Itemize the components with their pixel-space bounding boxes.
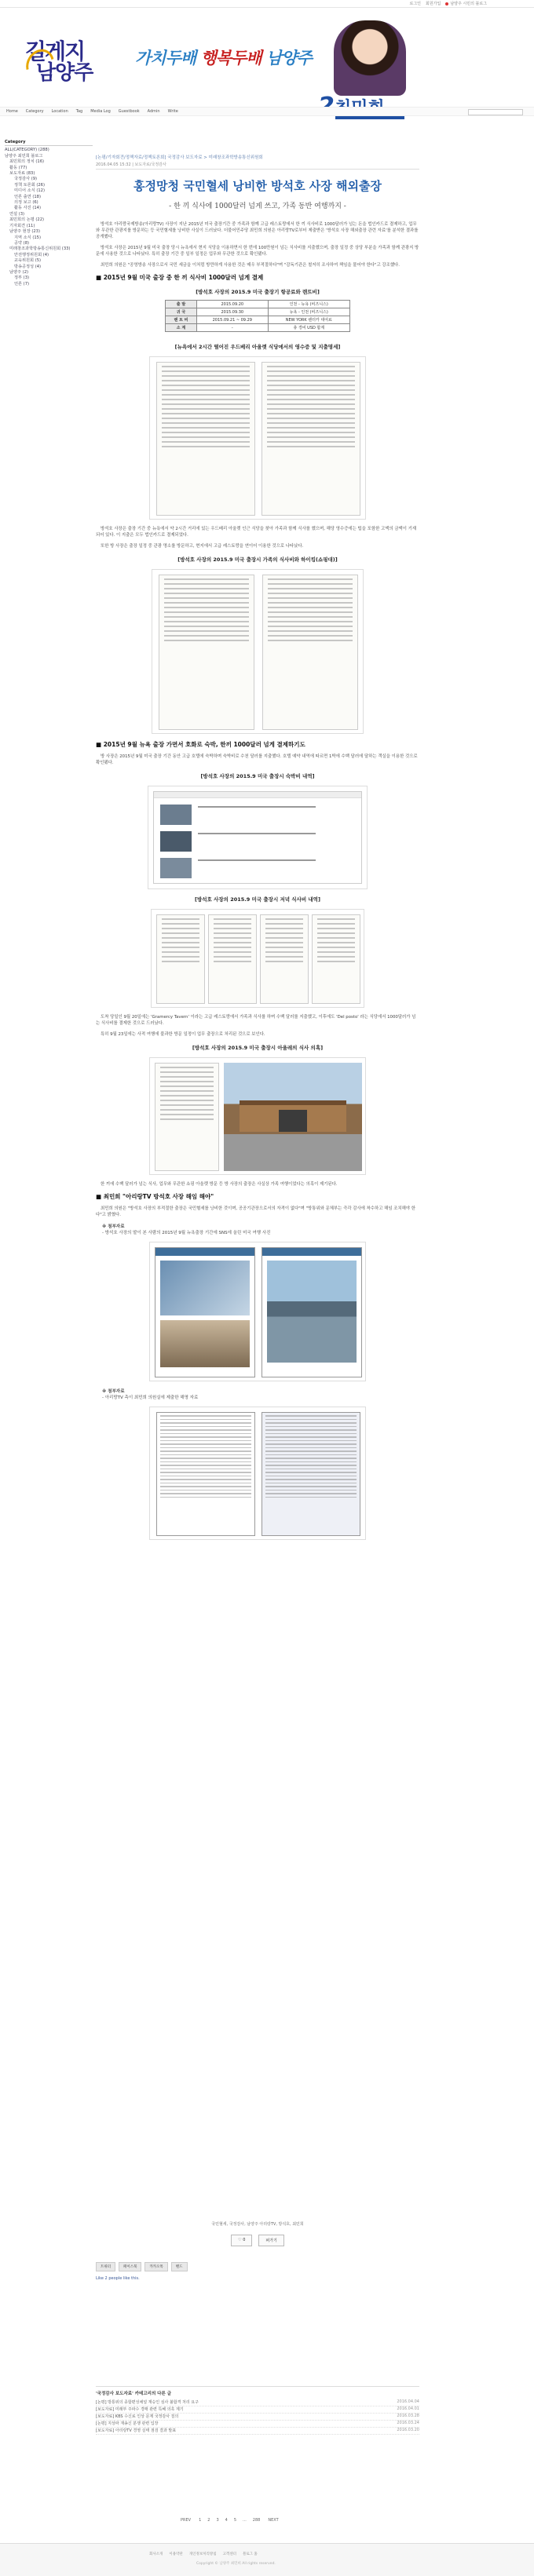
logo-line2: 남양주 — [36, 61, 93, 85]
related-post-item[interactable] — [96, 2399, 419, 2406]
related-post-item[interactable] — [96, 2414, 419, 2421]
page-number[interactable]: 3 — [216, 2518, 219, 2523]
sidebar-category-item[interactable]: ALL(CATEGORY) (288) — [5, 148, 49, 153]
table-cell: - — [197, 324, 269, 332]
sidebar-category-item[interactable]: 언론 (7) — [14, 281, 30, 286]
figure-caption: [뉴욕에서 2시간 떨어진 우드베리 아울렛 식당에서의 영수증 및 지출명세] — [174, 344, 341, 350]
site-footer — [0, 2543, 534, 2576]
related-post-title: [보도자료] 아리랑TV 경영 실태 점검 결과 발표 — [96, 2428, 177, 2433]
candidate-photo — [334, 20, 406, 96]
table-cell: 2015.09.21 ~ 09.29 — [197, 316, 269, 324]
page-number[interactable]: ... — [243, 2518, 247, 2523]
section-heading: ■ 2015년 9월 미국 출장 중 한 끼 식사비 1000달러 넘게 결제 — [96, 274, 264, 281]
heart-icon: ♡ — [238, 2238, 242, 2242]
table-row — [166, 324, 350, 332]
dinner-receipts-image — [151, 909, 364, 1008]
figure-caption: [방석호 사장의 2015.9 미국 출장시 아울레의 식사 의혹] — [192, 1045, 324, 1051]
blog-link-label: 남양주 시민의 블로그 — [450, 2, 487, 6]
table-cell: 출 발 — [166, 301, 197, 308]
post-subtitle: - 한 끼 식사에 1000달러 넘게 쓰고, 가족 동반 여행까지 - — [169, 203, 346, 210]
sns-screenshot — [262, 1247, 362, 1377]
login-link[interactable]: 로그인 — [409, 2, 422, 6]
sidebar-category-item[interactable]: 기자회견 (11) — [9, 223, 35, 228]
sidebar-category-item[interactable]: 공약 (8) — [14, 240, 30, 246]
sns-share-buttons — [96, 2262, 419, 2271]
page-number[interactable]: 5 — [233, 2518, 237, 2523]
category-list — [5, 148, 93, 287]
paragraph: 또한 방 사장은 출장 일정 중 관광 명소를 방문하고, 현지에서 고급 레스토랑을 연이어 이용한 것으로 나타났다. — [101, 544, 304, 549]
related-post-title: [논평] 지상파 재송신 분쟁 관련 입장 — [96, 2421, 159, 2426]
recommend-button[interactable] — [231, 2235, 252, 2246]
hotel-booking-image — [148, 786, 368, 889]
slogan-part-a: 가치두배 — [135, 49, 196, 68]
prev-page-button[interactable]: PREV — [181, 2518, 192, 2523]
receipt — [262, 362, 360, 516]
related-post-date: 2016.03.20 — [397, 2428, 419, 2432]
sidebar-category-item[interactable]: 안전행정위원회 (4) — [14, 252, 49, 257]
twitter-share-button[interactable]: 트위터 — [96, 2262, 115, 2271]
badge-underline — [335, 116, 404, 119]
booking-screenshot — [153, 791, 362, 884]
top-bar — [0, 0, 534, 8]
paragraph: 최민희 의원은 "방석호 사장의 부적절한 출장은 국민혈세를 낭비한 것이며, 공공기관장으로서의 자격이 없다"며 "방통위와 문체부는 즉각 감사에 착수하고 해임 조치해야 한다"고 밝혔다. — [96, 1206, 416, 1217]
footer-link[interactable]: 블로그 홈 — [242, 2552, 258, 2556]
related-post-title: [보도자료] KBS 수신료 인상 문제 국정감사 질의 — [96, 2414, 179, 2419]
recommend-count: 0 — [243, 2238, 246, 2242]
menu-item[interactable]: Media Log — [90, 109, 111, 114]
sidebar-category-item[interactable]: 의정 보고 (6) — [14, 200, 38, 206]
footer-link[interactable]: 회사소개 — [149, 2552, 163, 2556]
page-number[interactable]: 288 — [252, 2518, 261, 2523]
related-posts — [96, 2386, 419, 2435]
pagination — [181, 2518, 279, 2523]
top-links — [410, 1, 487, 6]
sidebar-category-item[interactable]: 남양주 (2) — [9, 269, 29, 275]
footer-link[interactable]: 개인정보처리방침 — [188, 2552, 217, 2556]
receipt — [159, 575, 254, 730]
menu-item[interactable]: Admin — [147, 109, 160, 114]
page-number[interactable]: 4 — [225, 2518, 228, 2523]
sidebar-category-item[interactable]: 방송공정성 (4) — [14, 264, 42, 269]
menu-item[interactable]: Category — [25, 109, 44, 114]
related-post-title: [논평] 방통위의 종합편성채널 재승인 심사 불합격 처리 요구 — [96, 2400, 199, 2405]
table-cell: 총 경비 USD 합계 — [268, 324, 349, 332]
sidebar-category-item[interactable]: 교육위원회 (5) — [14, 258, 42, 264]
related-post-item[interactable] — [96, 2421, 419, 2428]
menu-item[interactable]: Location — [51, 109, 68, 114]
sidebar-category-item[interactable]: 연설 (3) — [9, 211, 25, 217]
menu-item[interactable]: Write — [167, 109, 178, 114]
menu-item[interactable]: Home — [6, 109, 18, 114]
blog-link[interactable] — [445, 1, 487, 6]
menu-item[interactable]: Guestbook — [118, 109, 140, 114]
sidebar-category-item[interactable]: 최민희의 논평 (22) — [9, 217, 45, 223]
sidebar — [5, 140, 93, 287]
related-post-date: 2016.03.24 — [397, 2421, 419, 2425]
note-text: - 아리랑TV 측이 최민희 의원실에 제출한 해명 자료 — [102, 1396, 199, 1400]
receipt-image-2 — [152, 569, 364, 734]
related-post-date: 2016.03.28 — [397, 2414, 419, 2418]
figure-caption: [방석호 사장의 2015.9 미국 출장시 가족의 식사비와 하이킹(쇼핑대)] — [177, 556, 338, 563]
sidebar-category-item[interactable]: 남양주 현장 (23) — [9, 229, 41, 235]
post-footer — [96, 2221, 419, 2281]
figure-caption: [방석호 사장의 2015.9 미국 출장시 숙박비 내역] — [200, 773, 315, 779]
receipt — [155, 1063, 219, 1171]
paragraph: 한 끼에 수백 달러가 넘는 식사, 업무와 무관한 쇼핑 아울렛 방문 등 방 사장의 출장은 사실상 가족 여행이었다는 의혹이 제기된다. — [101, 1182, 338, 1187]
sidebar-category-item[interactable]: 정책 토론회 (26) — [14, 182, 46, 188]
facebook-share-button[interactable]: 페이스북 — [119, 2262, 141, 2271]
table-cell: 2015.09.30 — [197, 308, 269, 316]
note-title: ※ 첨부자료 — [102, 1389, 125, 1394]
sidebar-category-item[interactable]: 언론 출연 (18) — [14, 194, 41, 199]
sidebar-category-item[interactable]: 활동 사진 (14) — [14, 206, 41, 211]
site-logo[interactable] — [25, 38, 123, 88]
outlet-image — [149, 1057, 366, 1175]
table-cell: NEW YORK 렌터카 대여료 — [268, 316, 349, 324]
paragraph: 도착 당일인 9월 20일에는 'Gramercy Tavern' 이라는 고급 레스토랑에서 가족과 식사를 하며 수백 달러를 지출했고, 이후에도 'Del posto' 라는 식당에서 1000달러가 넘는 식사비를 결제한 것으로 드러났다. — [96, 1015, 416, 1026]
table-row — [166, 316, 350, 324]
logo-line1: 길게지 — [25, 38, 85, 64]
related-list — [96, 2399, 419, 2435]
dot-icon — [445, 2, 448, 5]
figure-caption: [방석호 사장의 2015.9 미국 출장시 저녁 식사비 내역] — [195, 896, 320, 903]
sidebar-category-item[interactable]: 보도자료 (83) — [9, 171, 35, 177]
related-post-item[interactable] — [96, 2428, 419, 2435]
related-title: '국정감사 보도자료' 카테고리의 다른 글 — [96, 2392, 172, 2396]
note-title: ※ 첨부자료 — [102, 1224, 125, 1229]
page-number[interactable]: 1 — [199, 2518, 202, 2523]
menu-item[interactable]: Tag — [75, 109, 83, 114]
footer-link[interactable]: 고객센터 — [222, 2552, 236, 2556]
sidebar-category-item[interactable]: 국정감사 (9) — [14, 177, 38, 182]
table-cell: 2015.09.20 — [197, 301, 269, 308]
signup-link[interactable]: 회원가입 — [426, 2, 441, 6]
section-heading: ■ 최민희 "아리랑TV 방석호 사장 해임 해야" — [96, 1193, 214, 1200]
recommend-buttons — [96, 2235, 419, 2246]
blog-header — [0, 8, 534, 124]
note-text: - 방석호 사장의 딸이 본 사람의 2015년 9월 뉴욕출장 기간에 SNS에 올린 미국 여행 사진 — [102, 1231, 271, 1235]
post-title: 홍정망청 국민혈세 낭비한 방석호 사장 해외출장 — [134, 179, 382, 193]
band-share-button[interactable]: 밴드 — [171, 2262, 188, 2271]
search-input[interactable] — [468, 109, 523, 115]
kakao-share-button[interactable]: 카카오톡 — [144, 2262, 167, 2271]
sidebar-category-item[interactable]: 최민희의 정치 (16) — [9, 159, 45, 165]
receipt — [262, 575, 358, 730]
footer-link[interactable]: 이용약관 — [169, 2552, 183, 2556]
table-row — [166, 301, 350, 308]
expense-table — [165, 300, 350, 332]
table-cell: 렌 트 비 — [166, 316, 197, 324]
table-row — [166, 308, 350, 316]
sidebar-category-item[interactable]: 남양주 최민희 블로그 — [5, 153, 43, 159]
related-post-title: [보도자료] 미래부 주파수 경매 관련 특혜 의혹 제기 — [96, 2407, 184, 2412]
menu-bar — [0, 107, 534, 116]
explanation-document-image — [149, 1407, 366, 1540]
sidebar-category-item[interactable]: 미래창조과학방송통신위원회 (33) — [9, 246, 71, 252]
share-button[interactable]: 퍼가기 — [258, 2235, 284, 2246]
sns-photos-image — [149, 1242, 366, 1381]
table-cell: 소 계 — [166, 324, 197, 332]
table-cell: 뉴욕 - 인천 (비즈니스) — [268, 308, 349, 316]
sidebar-category-item[interactable]: 활동 (77) — [9, 165, 27, 170]
table-cell: 인천 - 뉴욕 (비즈니스) — [268, 301, 349, 308]
slogan-part-c: 남양주 — [265, 49, 312, 68]
paragraph: 특히 9월 23일에는 사적 여행에 불과한 방문 일정이 업무 출장으로 처리된 것으로 보인다. — [101, 1032, 265, 1037]
paragraph: 방석호 아리랑국제방송(아리랑TV) 사장이 지난 2015년 미국 출장기간 중 가족과 함께 고급 레스토랑에서 한 끼 식사비로 1000달러가 넘는 돈을 법인카드로 결제하고, 업무와 무관한 관광지를 방문하는 등 국민혈세를 낭비한 사실이 드러났다. 더불어민주당 최민희 의원은 아리랑TV로부터 제출받은 '방석호 사장 해외출장 관련 자료'를 분석한 결과를 공개했다. — [96, 222, 419, 239]
post-area — [96, 154, 419, 1546]
document-page — [156, 1412, 255, 1536]
section-heading: ■ 2015년 9월 뉴욕 출장 가면서 호화로 숙박, 한끼 1000달러 넘게 결제하기도 — [96, 741, 305, 748]
related-post-date: 2016.04.01 — [397, 2406, 419, 2411]
copyright: Copyright © 남양주 최민희 All rights reserved. — [196, 2562, 276, 2566]
attachment-note — [102, 1223, 419, 1235]
sidebar-title: Category — [5, 140, 93, 146]
sidebar-category-item[interactable]: 정부 (3) — [14, 275, 30, 281]
breadcrumb[interactable]: [논평/기자회견/정책자료/정책토론회] 국정감사 보도자료 > 미래창조과학방송통신위원회 — [96, 155, 263, 160]
menu-items — [6, 109, 178, 114]
outlet-photo — [224, 1063, 362, 1171]
table-cell: 귀 국 — [166, 308, 197, 316]
post-meta: 2016.04.05 15:32 | 보도자료/국정감사 — [96, 162, 419, 170]
slogan-part-b: 행복두배 — [200, 49, 262, 68]
paragraph: 방석호 사장은 2015년 9월 미국 출장 당시 뉴욕에서 현지 식당을 이용하면서 한 번에 100만원이 넘는 식사비를 지출했으며, 출장 일정 중 상당 부분을 가족과 함께 관광지 방문에 사용한 것으로 나타났다. 특히 출장 기간 중 일부 일정은 업무와 무관한 것으로 확인됐다. — [96, 246, 419, 257]
receipt-image-1 — [149, 356, 366, 520]
tag-list[interactable]: 국민혈세, 국정감사, 남양주 아리랑TV, 방석호, 최민희 — [211, 2222, 304, 2227]
sidebar-category-item[interactable]: 지역 소식 (15) — [14, 235, 41, 240]
document-page — [262, 1412, 360, 1536]
next-page-button[interactable]: NEXT — [268, 2518, 279, 2523]
related-post-item[interactable] — [96, 2406, 419, 2414]
attachment-note — [102, 1388, 419, 1400]
paragraph: 방 사장은 2015년 9월 미국 출장 기간 동안 고급 호텔에 숙박하며 숙박비로 수천 달러를 지출했다. 호텔 예약 내역에 따르면 1박에 수백 달러에 달하는 객실을 이용한 것으로 확인됐다. — [96, 754, 418, 765]
page-numbers — [199, 2518, 260, 2523]
slogan — [135, 46, 312, 69]
figure-caption: [방석호 사장의 2015.9 미국 출장기 항공료와 렌트비] — [196, 289, 320, 295]
paragraph: 최민희 의원은 "공영방송 사장으로서 국민 세금을 이처럼 방만하게 사용한 것은 매우 부적절하다"며 "감독기관은 철저히 조사하여 책임을 물어야 한다"고 강조했다. — [101, 263, 400, 268]
sns-screenshot — [155, 1247, 255, 1377]
page-number[interactable]: 2 — [207, 2518, 210, 2523]
paragraph: 방석호 사장은 출장 기간 중 뉴욕에서 약 2시간 거리에 있는 우드베리 아울렛 인근 식당을 찾아 가족과 함께 식사를 했으며, 해당 영수증에는 팁을 포함한 고액의 금액이 기재되어 있다. 이 지출은 모두 법인카드로 결제되었다. — [96, 527, 417, 538]
receipt — [156, 362, 255, 516]
facebook-like[interactable]: Like 2 people like this. — [96, 2276, 140, 2281]
related-post-date: 2016.04.04 — [397, 2399, 419, 2404]
footer-links — [149, 2552, 258, 2556]
sidebar-category-item[interactable]: 미디어 소식 (12) — [14, 188, 46, 194]
